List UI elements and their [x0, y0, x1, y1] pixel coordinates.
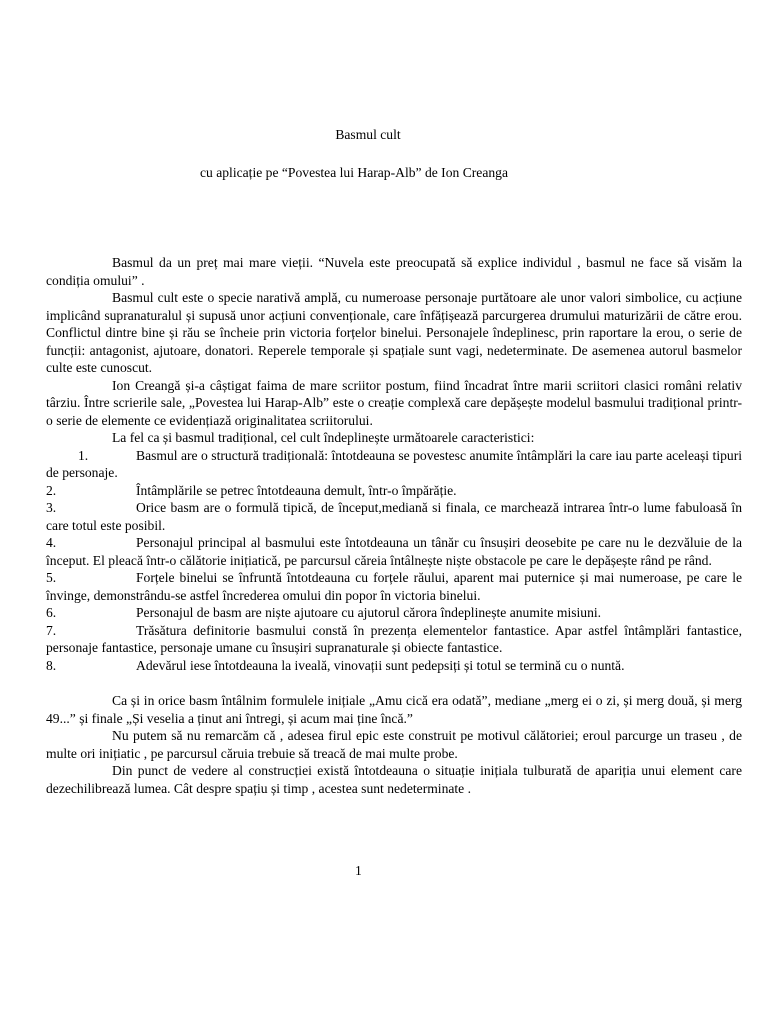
list-item — [46, 499, 742, 534]
list-item-number: 7. — [46, 622, 57, 638]
page-subtitle: cu aplicație pe “Povestea lui Harap-Alb” de Ion Creanga — [200, 165, 508, 180]
list-item — [46, 534, 742, 569]
paragraph: Nu putem să nu remarcăm că , adesea firul epic este construit pe motivul călătoriei; eroul parcurge un traseu , de multe ori inițiatic , pe parcursul căruia trebuie să treacă de mai multe probe. — [46, 728, 742, 761]
document-body — [46, 254, 742, 797]
paragraph: Basmul da un preț mai mare vieții. “Nuvela este preocupată să explice individul , basmul ne face să visăm la condiția omului” . — [46, 255, 742, 288]
list-item-text: Personajul de basm are niște ajutoare cu ajutorul cărora îndeplinește anumite misiuni. — [136, 605, 602, 620]
paragraph: La fel ca și basmul tradițional, cel cult îndeplinește următoarele caracteristici: — [112, 430, 535, 445]
paragraph: Ion Creangă și-a câștigat faima de mare scriitor postum, fiind încadrat între marii scriitori clasici români relativ târziu. Între scrierile sale, „Povestea lui Harap-Alb” este o creație complexă care depășește modelul basmului tradițional printr-o serie de elemente ce evidențiază originalitatea scriitorului. — [46, 377, 742, 428]
paragraph: Din punct de vedere al construcției există întotdeauna o situație inițiala tulburată de apariția unui element care dezechilibrează lumea. Cât despre spațiu și timp , acestea sunt nedeterminate . — [46, 763, 742, 796]
list-item — [46, 622, 742, 657]
list-item-number: 4. — [46, 535, 57, 550]
list-item-number: 5. — [46, 570, 57, 585]
paragraph-spacer — [46, 674, 742, 692]
list-item — [46, 482, 742, 500]
paragraph: Basmul cult este o specie narativă amplă, cu numeroase personaje purtătoare ale unor valori simbolice, cu acțiune implicând supranaturalul și supusă unor acțiuni convenționale, care înfățișează parcurgerea drumului maturizării de către erou. Conflictul dintre bine și rău se încheie prin victoria forțelor binelui. Personajele îndeplinesc, prin raportare la erou, o serie de funcții: antagonist, ajutoare, donatori. Reperele temporale și spațiale sunt vagi, nedeterminate. De asemenea autorul basmelor culte este cunoscut. — [46, 290, 742, 375]
list-item-number: 6. — [46, 605, 57, 620]
list-item — [46, 657, 742, 675]
list-item-number: 1. — [78, 447, 89, 463]
list-item-text: Adevărul iese întotdeauna la iveală, vinovații sunt pedepsiți și totul se termină cu o nuntă. — [136, 657, 625, 673]
characteristics-list — [46, 447, 742, 675]
list-item-number: 8. — [46, 657, 57, 673]
list-item — [46, 447, 742, 482]
list-item — [46, 604, 742, 622]
list-item-text: Orice basm are o formulă tipică, de început,mediană si finala, ce marchează intrarea într-o lume fabuloasă în care totul este posibil. — [46, 500, 742, 533]
page-number: 1 — [355, 863, 362, 878]
list-item-text: Trăsătura definitorie basmului constă în prezența elementelor fantastice. Apar astfel întâmplări fantastice, personaje fantastice, personaje umane cu însușiri supranaturale și obiecte fantastice. — [46, 622, 742, 655]
page-title: Basmul cult — [335, 127, 401, 142]
list-item-text: Întâmplările se petrec întotdeauna demult, într-o împărăție. — [136, 482, 457, 498]
paragraph: Ca și in orice basm întâlnim formulele inițiale „Amu cică era odată”, mediane „merg ei o zi, și merg două, și merg 49...” și finale „Și veselia a ținut ani întregi, și acum mai ține încă.” — [46, 693, 742, 726]
list-item — [46, 569, 742, 604]
list-item-text: Personajul principal al basmului este întotdeauna un tânăr cu însușiri deosebite pe care nu le dezvăluie de la început. El pleacă într-o călătorie inițiatică, pe parcursul căreia întâlnește niște obstacole pe care le depășește rând pe rând. — [46, 535, 742, 568]
list-item-number: 2. — [46, 482, 57, 498]
list-item-text: Forțele binelui se înfruntă întotdeauna cu forțele răului, aparent mai puternice și mai numeroase, pe care le învinge, demonstrându-se astfel încrederea omului din popor în victoria binelui. — [46, 570, 742, 603]
list-item-number: 3. — [46, 500, 57, 515]
list-item-text: Basmul are o structură tradițională: întotdeauna se povestesc anumite întâmplări la care iau parte aceleași tipuri de personaje. — [46, 447, 742, 480]
